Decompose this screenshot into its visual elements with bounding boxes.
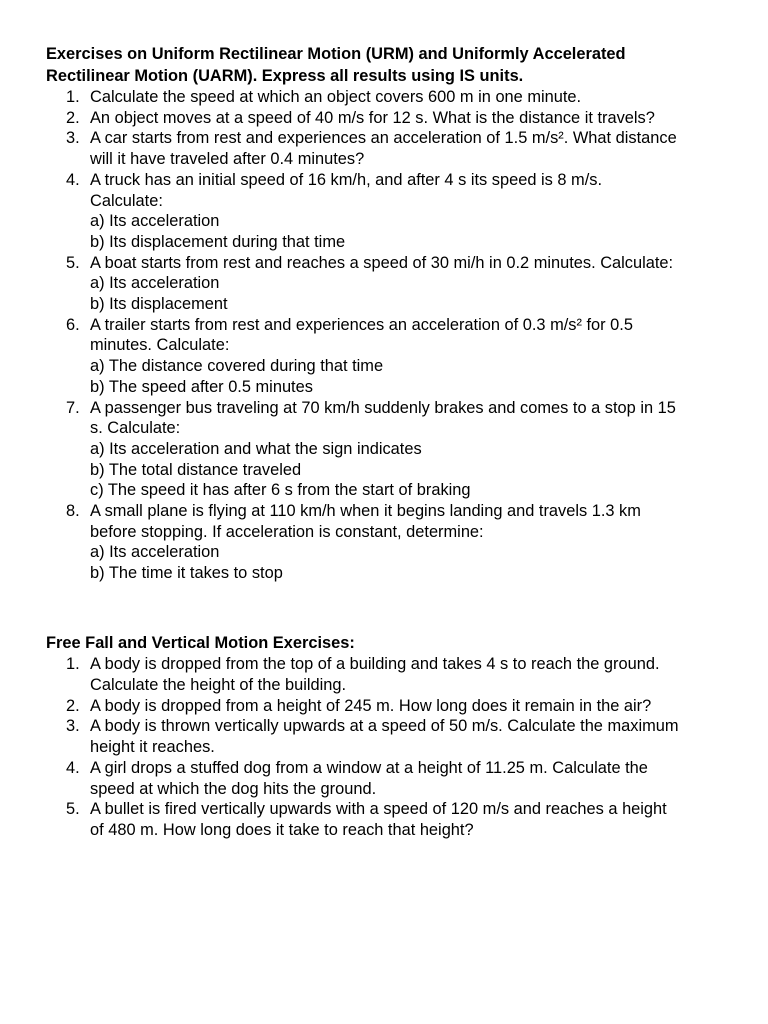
exercise-line: A body is thrown vertically upwards at a speed of 50 m/s. Calculate the maximum: [90, 717, 679, 736]
sub-question: b) The total distance traveled: [90, 460, 302, 479]
exercise-item: [46, 799, 728, 840]
exercise-item: [46, 758, 728, 799]
exercise-line: will it have traveled after 0.4 minutes?: [90, 150, 365, 169]
exercise-line: Calculate the speed at which an object covers 600 m in one minute.: [90, 88, 582, 106]
exercise-number: 3.: [66, 129, 80, 148]
exercise-number: 4.: [66, 758, 80, 777]
exercise-number: 1.: [66, 655, 80, 674]
exercise-line: A trailer starts from rest and experiences an acceleration of 0.3 m/s² for 0.5: [90, 315, 633, 334]
exercise-line: Calculate the height of the building.: [90, 676, 347, 695]
exercise-line: height it reaches.: [90, 738, 215, 757]
exercise-line: speed at which the dog hits the ground.: [90, 779, 377, 798]
exercise-line: minutes. Calculate:: [90, 336, 230, 355]
sub-question: a) Its acceleration: [90, 212, 220, 231]
exercise-item: [46, 501, 728, 584]
exercise-number: 6.: [66, 315, 80, 334]
exercise-item: [46, 108, 728, 129]
exercise-number: 5.: [66, 800, 80, 819]
sub-question: b) Its displacement: [90, 295, 228, 314]
exercise-number: 2.: [66, 108, 80, 127]
section-2-exercise-list: [46, 654, 728, 840]
exercise-item: [46, 128, 728, 169]
exercise-item: [46, 315, 728, 398]
sub-question: a) Its acceleration: [90, 274, 220, 293]
exercise-number: 5.: [66, 253, 80, 272]
exercise-number: 4.: [66, 170, 80, 189]
heading-line: Rectilinear Motion (UARM). Express all results using IS units.: [46, 66, 524, 85]
section-1-heading: [46, 44, 728, 87]
exercise-item: [46, 398, 728, 502]
exercise-number: 2.: [66, 696, 80, 715]
exercise-item: [46, 696, 728, 717]
section-1-exercise-list: [46, 87, 728, 584]
heading-line: Exercises on Uniform Rectilinear Motion (URM) and Uniformly Accelerated: [46, 45, 626, 63]
exercise-line: A girl drops a stuffed dog from a window at a height of 11.25 m. Calculate the: [90, 758, 648, 777]
sub-question: b) Its displacement during that time: [90, 232, 346, 251]
sub-question: a) Its acceleration: [90, 543, 220, 562]
sub-question: b) The speed after 0.5 minutes: [90, 377, 313, 396]
sub-question: a) The distance covered during that time: [90, 357, 384, 376]
heading-line: Free Fall and Vertical Motion Exercises:: [46, 633, 355, 652]
exercise-number: 1.: [66, 88, 80, 106]
exercise-line: s. Calculate:: [90, 419, 181, 438]
exercise-item: [46, 253, 728, 315]
exercise-line: A body is dropped from a height of 245 m. How long does it remain in the air?: [90, 696, 652, 715]
exercise-line: of 480 m. How long does it take to reach that height?: [90, 821, 474, 839]
exercise-line: before stopping. If acceleration is constant, determine:: [90, 522, 484, 541]
exercise-line: Calculate:: [90, 191, 163, 210]
exercise-line: A bullet is fired vertically upwards with a speed of 120 m/s and reaches a height: [90, 800, 667, 819]
exercise-line: A truck has an initial speed of 16 km/h, and after 4 s its speed is 8 m/s.: [90, 170, 603, 189]
exercise-line: A boat starts from rest and reaches a speed of 30 mi/h in 0.2 minutes. Calculate:: [90, 253, 674, 272]
exercise-item: [46, 87, 728, 108]
exercise-line: A small plane is flying at 110 km/h when it begins landing and travels 1.3 km: [90, 502, 641, 521]
exercise-number: 7.: [66, 398, 80, 417]
exercise-item: [46, 716, 728, 757]
sub-question: b) The time it takes to stop: [90, 564, 283, 583]
exercise-line: A car starts from rest and experiences an acceleration of 1.5 m/s². What distance: [90, 129, 677, 148]
section-2-heading: [46, 633, 728, 655]
exercise-number: 3.: [66, 717, 80, 736]
sub-question: c) The speed it has after 6 s from the start of braking: [90, 481, 471, 500]
sub-question: a) Its acceleration and what the sign indicates: [90, 439, 422, 458]
exercise-line: An object moves at a speed of 40 m/s for 12 s. What is the distance it travels?: [90, 108, 655, 127]
exercise-item: [46, 654, 728, 695]
exercise-line: A passenger bus traveling at 70 km/h suddenly brakes and comes to a stop in 15: [90, 398, 676, 417]
exercise-line: A body is dropped from the top of a building and takes 4 s to reach the ground.: [90, 655, 660, 674]
exercise-number: 8.: [66, 502, 80, 521]
exercise-item: [46, 170, 728, 253]
